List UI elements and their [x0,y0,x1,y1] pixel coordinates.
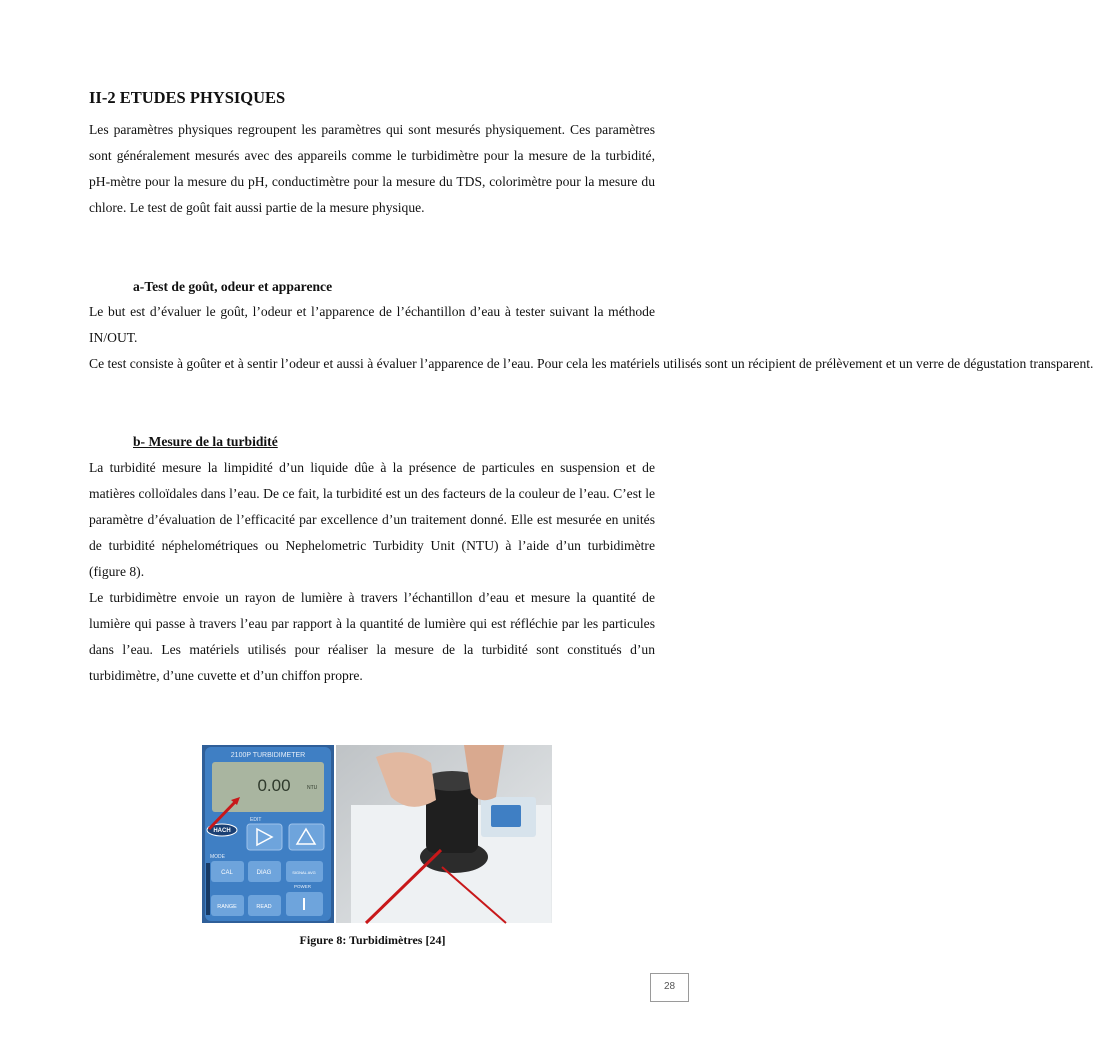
lcd-unit: NTU [307,785,318,791]
subsection-a-paragraph-2-line-1: Ce test consiste à goûter et à sentir l’odeur et aussi à évaluer l’apparence de l’eau. Pour cela les matériels utilisés sont un récipient de prélèvement et un verre de dégustation transparent. [89,356,1093,371]
svg-text:READ: READ [256,904,272,910]
device-model-label: 2100P TURBIDIMETER [230,752,306,759]
subsection-b-paragraph-1: La turbidité mesure la limpidité d’un liquide dûe à la présence de particules en suspension et de matières colloïdales dans l’eau. De ce fait, la turbidité est un des facteurs de la couleur de l’eau. C’est le paramètre d’évaluation de l’efficacité par excellence d’un traitement donné. Elle est mesurée en unités de turbidité néphelométriques ou Nephelometric Turbidity Unit (NTU) à l’aide d’un turbidimètre (figure 8). [89,460,655,579]
page-number: 28 [663,981,676,992]
svg-text:MODE: MODE [210,854,225,860]
subsection-a-title: a-Test de goût, odeur et apparence [133,279,333,294]
svg-text:HACH: HACH [213,828,231,834]
section-heading: II-2 ETUDES PHYSIQUES [89,88,286,107]
turbidimeter-device-illustration [202,745,334,923]
subsection-b-title: b- Mesure de la turbidité [133,434,278,449]
subsection-a-paragraph-1: Le but est d’évaluer le goût, l’odeur et l’apparence de l’échantillon d’eau à tester suivant la méthode IN/OUT. [89,304,655,345]
svg-text:DIAG: DIAG [256,870,272,876]
cuvette-illustration [336,745,552,923]
intro-paragraph: Les paramètres physiques regroupent les paramètres qui sont mesurés physiquement. Ces paramètres sont généralement mesurés avec des appareils comme le turbidimètre pour la mesure de la turbidité, pH-mètre pour la mesure du pH, conductimètre pour la mesure du TDS, colorimètre pour la mesure du chlore. Le test de goût fait aussi partie de la mesure physique. [89,122,655,215]
cuvette-photo [336,745,552,923]
svg-text:RANGE: RANGE [217,904,237,910]
svg-text:SIGNAL AVG: SIGNAL AVG [292,870,316,875]
turbidimeter-photo [202,745,334,923]
page-number-box [650,973,689,1002]
svg-text:POWER: POWER [294,884,312,889]
lcd-reading: 0.00 [257,776,291,795]
subsection-b-paragraph-2: Le turbidimètre envoie un rayon de lumière à travers l’échantillon d’eau et mesure la quantité de lumière qui passe à travers l’eau par rapport à la quantité de lumière qui est réfléchie par les particules dans l’eau. Les matériels utilisés pour réaliser la mesure de la turbidité sont constitués d’un turbidimètre, d’une cuvette et d’un chiffon propre. [89,590,655,683]
svg-text:CAL: CAL [221,870,233,876]
edit-up-button[interactable] [289,824,324,850]
edit-right-button[interactable] [247,824,282,850]
svg-text:EDIT: EDIT [250,817,262,823]
figure-caption: Figure 8: Turbidimètres [24] [299,933,446,947]
figure-turbidimeters [202,745,552,923]
